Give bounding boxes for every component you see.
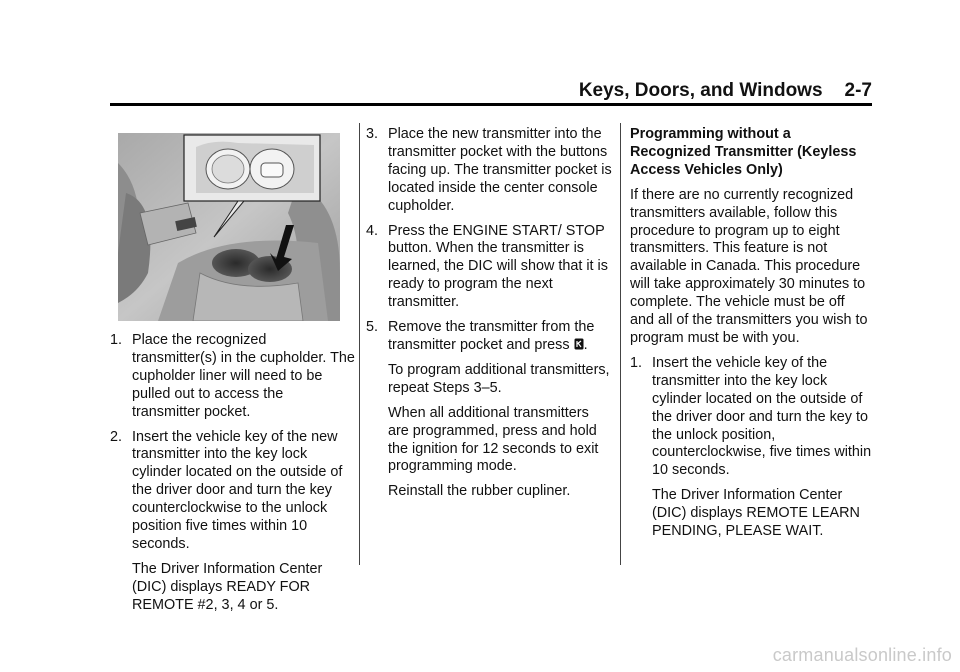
- page-number: 2-7: [844, 80, 872, 101]
- step-number: 3.: [366, 126, 379, 142]
- step-number: 1.: [110, 332, 123, 348]
- column-3: [630, 126, 872, 548]
- list-item: [110, 332, 355, 422]
- list-item: [630, 355, 872, 541]
- header-title: Keys, Doors, and Windows: [578, 80, 823, 101]
- list-item: [110, 429, 355, 615]
- column-divider: [359, 123, 360, 565]
- unlock-key-icon: [574, 338, 584, 350]
- step-text: Remove the transmitter from the transmitter pocket and press: [388, 319, 595, 353]
- list-item: [366, 223, 612, 313]
- step-note: To program additional transmitters, repeat Steps 3–5.: [388, 361, 610, 396]
- step-note: When all additional transmitters are programmed, press and hold the ignition for 12 seconds to exit programming mode.: [388, 404, 599, 475]
- watermark: carmanualsonline.info: [772, 645, 952, 665]
- column-1: [110, 332, 355, 622]
- step-text: Insert the vehicle key of the transmitter into the key lock cylinder located on the outside of the driver door and turn the key to the unlock position, counterclockwise, five times within 10 seconds.: [652, 354, 872, 479]
- step-note: Reinstall the rubber cupliner.: [388, 483, 571, 500]
- step-text: Insert the vehicle key of the new transmitter into the key lock cylinder located on the outside of the driver door and turn the key counterclockwise to the unlock position five times within 10 seconds.: [132, 428, 343, 552]
- step-number: 4.: [366, 222, 379, 239]
- header-rule: [110, 103, 872, 106]
- section-intro: If there are no currently recognized transmitters available, follow this procedure to program up to eight transmitters. This feature is not available in Canada. This procedure will take approximately 30 minutes to complete. The vehicle must be off and all of the transmitters you wish to program must be with you.: [630, 186, 868, 346]
- step-text: Place the new transmitter into the transmitter pocket with the buttons facing up. The transmitter pocket is located inside the center console cupholder.: [388, 126, 612, 214]
- cupholder-illustration: [118, 133, 340, 321]
- list-item: [366, 319, 612, 501]
- page-header: [110, 80, 872, 104]
- step-number: 2.: [110, 428, 123, 445]
- list-item: [366, 126, 612, 216]
- section-heading: Programming without a Recognized Transmitter (Keyless Access Vehicles Only): [630, 126, 857, 178]
- step-note: The Driver Information Center (DIC) displays REMOTE LEARN PENDING, PLEASE WAIT.: [652, 487, 860, 540]
- step-text: Place the recognized transmitter(s) in the cupholder. The cupholder liner will need to be pulled out to access the transmitter pocket.: [132, 332, 355, 420]
- step-number: 1.: [630, 354, 643, 371]
- step-number: 5.: [366, 319, 379, 336]
- step-text-end: .: [583, 336, 588, 353]
- step-note: The Driver Information Center (DIC) displays READY FOR REMOTE #2, 3, 4 or 5.: [132, 560, 323, 613]
- column-divider: [620, 123, 621, 565]
- column-2: [366, 126, 612, 508]
- step-text: Press the ENGINE START/ STOP button. When the transmitter is learned, the DIC will show that it is ready to program the next transmitter.: [388, 222, 608, 311]
